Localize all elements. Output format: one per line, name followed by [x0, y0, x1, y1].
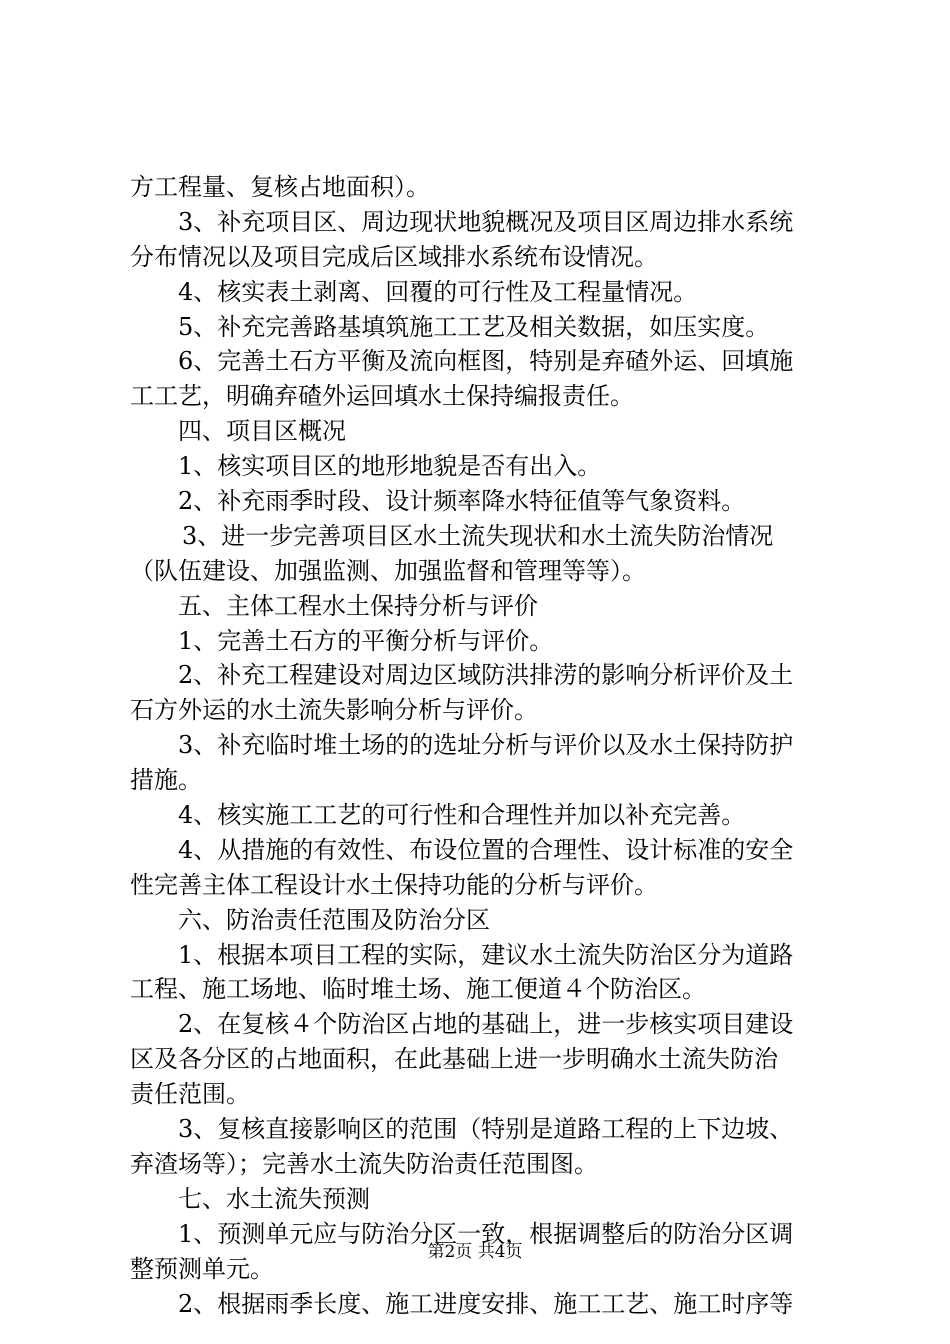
text-line: 1、完善土石方的平衡分析与评价。	[178, 626, 554, 655]
document-body	[130, 170, 830, 1321]
text-line: 七、水土流失预测	[178, 1184, 370, 1213]
text-line: 整预测单元。	[130, 1254, 274, 1283]
text-line: 3、进一步完善项目区水土流失现状和水土流失防治情况	[182, 521, 774, 550]
text-line: 六、防治责任范围及防治分区	[178, 905, 490, 934]
text-line: 分布情况以及项目完成后区域排水系统布设情况。	[130, 242, 658, 271]
text-line: 性完善主体工程设计水土保持功能的分析与评价。	[130, 870, 658, 899]
text-line: 工程、施工场地、临时堆土场、施工便道４个防治区。	[130, 975, 706, 1004]
text-line: 弃渣场等）；完善水土流失防治责任范围图。	[130, 1149, 598, 1178]
text-line: 3、补充项目区、周边现状地貌概况及项目区周边排水系统	[178, 207, 794, 236]
text-line: 4、从措施的有效性、布设位置的合理性、设计标准的安全	[178, 835, 794, 864]
text-line: 6、完善土石方平衡及流向框图，特别是弃碴外运、回填施	[178, 347, 794, 376]
text-line: （队伍建设、加强监测、加强监督和管理等等）。	[130, 556, 646, 585]
text-line: 措施。	[130, 766, 202, 795]
text-line: 方工程量、复核占地面积）。	[130, 173, 430, 201]
text-line: 4、核实表土剥离、回覆的可行性及工程量情况。	[178, 277, 698, 306]
text-line: 四、项目区概况	[178, 417, 346, 446]
text-line: 2、补充雨季时段、设计频率降水特征值等气象资料。	[178, 487, 746, 516]
text-line: 5、补充完善路基填筑施工工艺及相关数据，如压实度。	[178, 312, 770, 341]
text-line: 1、预测单元应与防治分区一致，根据调整后的防治分区调	[178, 1219, 794, 1248]
text-line: 五、主体工程水土保持分析与评价	[178, 591, 538, 620]
text-line: 1、根据本项目工程的实际，建议水土流失防治区分为道路	[178, 940, 794, 969]
text-line: 1、核实项目区的地形地貌是否有出入。	[178, 452, 602, 481]
text-line: 2、根据雨季长度、施工进度安排、施工工艺、施工时序等	[178, 1289, 794, 1318]
text-line: 2、补充工程建设对周边区域防洪排涝的影响分析评价及土	[178, 661, 794, 690]
text-line: 责任范围。	[130, 1080, 250, 1109]
text-line: 工工艺，明确弃碴外运回填水土保持编报责任。	[130, 382, 634, 411]
text-line: 2、在复核４个防治区占地的基础上，进一步核实项目建设	[178, 1010, 794, 1039]
text-line: 3、补充临时堆土场的的选址分析与评价以及水土保持防护	[178, 731, 794, 760]
text-line: 区及各分区的占地面积，在此基础上进一步明确水土流失防治	[130, 1045, 778, 1074]
text-line: 4、核实施工工艺的可行性和合理性并加以补充完善。	[178, 801, 746, 830]
text-line: 石方外运的水土流失影响分析与评价。	[130, 696, 538, 725]
text-line: 3、复核直接影响区的范围（特别是道路工程的上下边坡、	[178, 1115, 794, 1144]
page-footer: 第2页 共4页	[427, 1242, 523, 1262]
